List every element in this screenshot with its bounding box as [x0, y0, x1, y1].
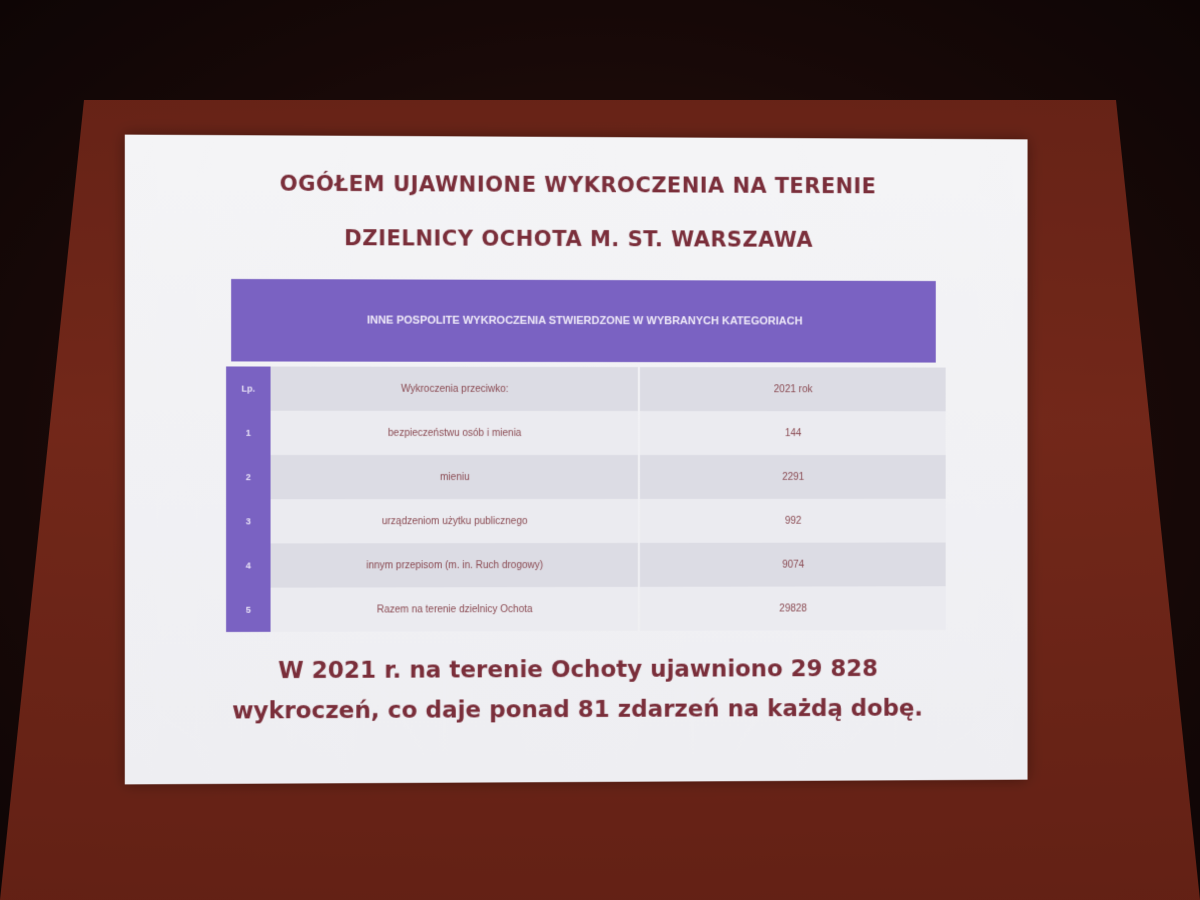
table-row: [226, 411, 946, 455]
row-lp: 4: [226, 543, 270, 587]
summary-line-1: W 2021 r. na terenie Ochoty ujawniono 29 828: [278, 656, 879, 685]
column-year: 2021 rok: [640, 367, 946, 411]
row-description: mieniu: [271, 455, 638, 499]
table-row: [226, 499, 946, 544]
slide-title-line-1: OGÓŁEM UJAWNIONE WYKROCZENIA NA TERENIE: [279, 171, 877, 199]
summary-line-2: wykroczeń, co daje ponad 81 zdarzeń na każdą dobę.: [232, 695, 924, 725]
column-description: Wykroczenia przeciwko:: [271, 367, 638, 412]
table-row: [226, 586, 946, 632]
row-description: Razem na terenie dzielnicy Ochota: [271, 587, 638, 632]
row-description: bezpieczeństwu osób i mienia: [271, 411, 638, 455]
row-value: 9074: [640, 542, 946, 586]
projected-slide: [125, 135, 1028, 785]
table-header: INNE POSPOLITE WYKROCZENIA STWIERDZONE W WYBRANYCH KATEGORIACH: [231, 279, 936, 363]
table-row: [226, 455, 946, 499]
row-value: 992: [640, 499, 946, 543]
table-column-header-row: [226, 366, 946, 411]
row-lp: 3: [226, 499, 270, 543]
row-lp: 2: [226, 455, 270, 499]
row-description: innym przepisom (m. in. Ruch drogowy): [271, 543, 638, 588]
row-lp: 1: [226, 411, 270, 455]
row-lp: 5: [226, 588, 270, 632]
row-value: 144: [640, 411, 946, 455]
column-lp: Lp.: [226, 366, 270, 410]
table-row: [226, 542, 946, 587]
row-description: urządzeniom użytku publicznego: [271, 499, 638, 543]
row-value: 29828: [640, 586, 946, 631]
slide-title-line-2: DZIELNICY OCHOTA M. ST. WARSZAWA: [344, 226, 814, 252]
row-value: 2291: [640, 455, 946, 499]
